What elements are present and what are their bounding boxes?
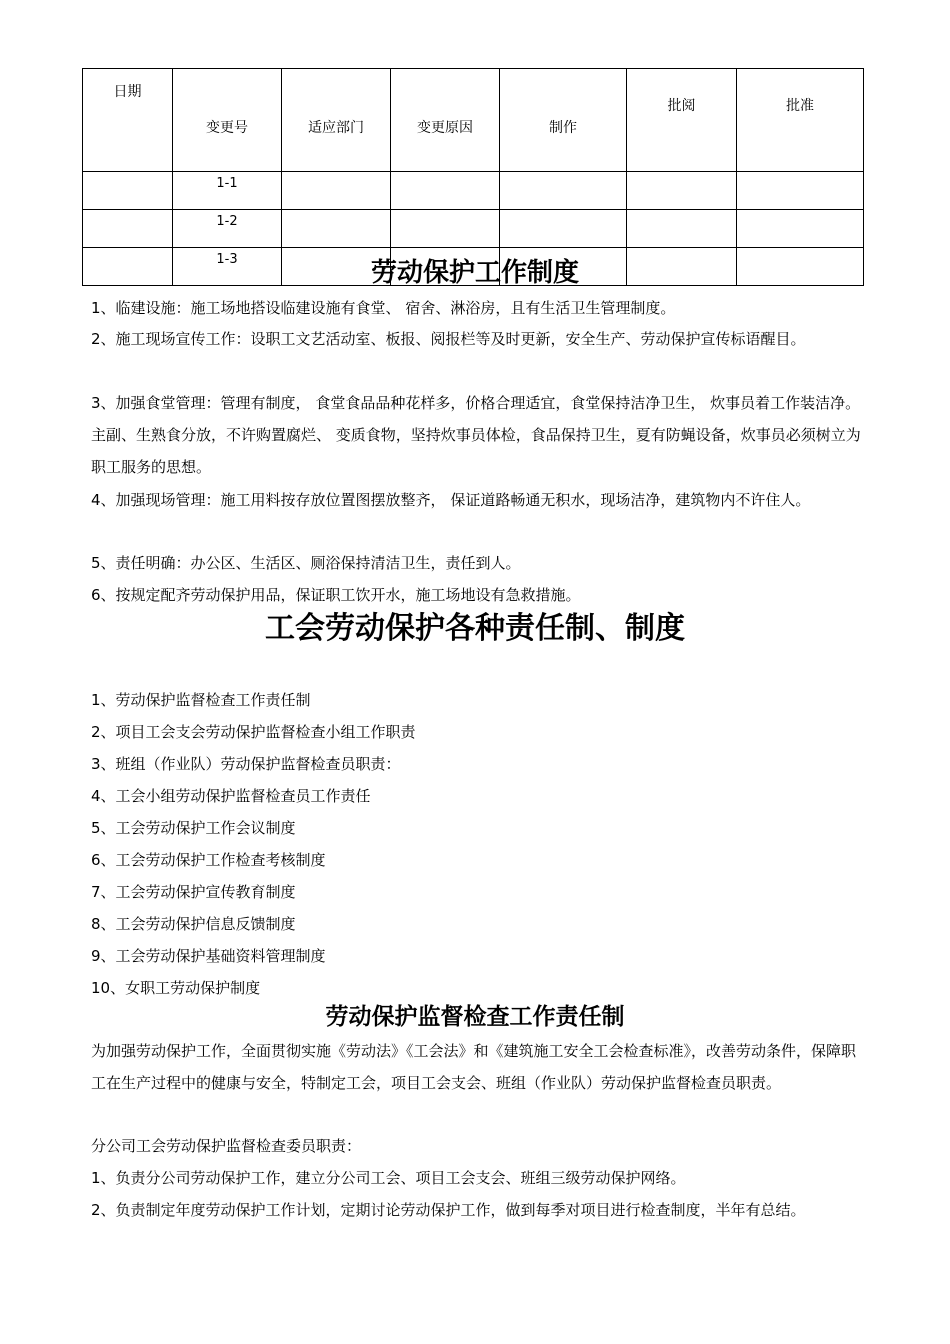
table-cell	[627, 210, 737, 248]
paragraph: 5、责任明确：办公区、生活区、厕浴保持清洁卫生，责任到人。	[91, 554, 521, 572]
paragraph: 1、负责分公司劳动保护工作，建立分公司工会、项目工会支会、班组三级劳动保护网络。	[91, 1169, 686, 1187]
header-maker: 制作	[500, 69, 627, 172]
table-cell	[627, 172, 737, 210]
table-cell	[391, 210, 500, 248]
header-review: 批阅	[627, 69, 737, 172]
section-title-labor-protection: 劳动保护工作制度	[370, 258, 579, 288]
paragraph: 为加强劳动保护工作，全面贯彻实施《劳动法》《工会法》和《建筑施工安全工会检查标准》，改善劳动条件，保障职工在生产过程中的健康与安全，特制定工会，项目工会支会、班组（作业队）劳动保护监督检查员职责。	[91, 1042, 857, 1092]
header-approve: 批准	[737, 69, 864, 172]
list-item: 10、女职工劳动保护制度	[91, 979, 261, 997]
paragraph: 分公司工会劳动保护监督检查委员职责：	[91, 1137, 362, 1155]
list-item: 1、劳动保护监督检查工作责任制	[91, 691, 311, 709]
list-item: 3、班组（作业队）劳动保护监督检查员职责：	[91, 755, 401, 773]
section-title-union-responsibilities: 工会劳动保护各种责任制、制度	[265, 611, 685, 646]
responsibility-list	[91, 684, 416, 1004]
paragraph: 3、加强食堂管理：管理有制度， 食堂食品品种花样多，价格合理适宜，食堂保持洁净卫生， 炊事员着工作装洁净。主副、生熟食分放，不许购置腐烂、 变质食物，坚持炊事员体检，食品保持卫生，夏有防蝇设备，炊事员必须树立为职工服务的思想。	[91, 394, 861, 476]
section-title-supervision: 劳动保护监督检查工作责任制	[325, 1004, 625, 1030]
header-department: 适应部门	[282, 69, 391, 172]
table-cell	[282, 172, 391, 210]
table-cell	[83, 172, 173, 210]
table-cell	[391, 172, 500, 210]
list-item: 4、工会小组劳动保护监督检查员工作责任	[91, 787, 371, 805]
table-cell: 1-2	[173, 210, 282, 248]
paragraph: 4、加强现场管理：施工用料按存放位置图摆放整齐， 保证道路畅通无积水，现场洁净，建筑物内不许住人。	[91, 491, 811, 509]
table-cell	[282, 210, 391, 248]
table-row	[83, 210, 864, 248]
list-item: 6、工会劳动保护工作检查考核制度	[91, 851, 326, 869]
table-cell: 1-1	[173, 172, 282, 210]
paragraph: 2、负责制定年度劳动保护工作计划，定期讨论劳动保护工作，做到每季对项目进行检查制度，半年有总结。	[91, 1201, 806, 1219]
list-item: 2、项目工会支会劳动保护监督检查小组工作职责	[91, 723, 416, 741]
table-cell	[500, 210, 627, 248]
paragraph: 1、临建设施：施工场地搭设临建设施有食堂、 宿舍、淋浴房，且有生活卫生管理制度。	[91, 299, 676, 317]
list-item: 9、工会劳动保护基础资料管理制度	[91, 947, 326, 965]
paragraph: 2、施工现场宣传工作：设职工文艺活动室、板报、阅报栏等及时更新，安全生产、劳动保护宣传标语醒目。	[91, 330, 806, 348]
paragraph: 6、按规定配齐劳动保护用品，保证职工饮开水，施工场地设有急救措施。	[91, 586, 581, 604]
table-cell	[737, 210, 864, 248]
list-item: 8、工会劳动保护信息反馈制度	[91, 915, 296, 933]
header-change-no: 变更号	[173, 69, 282, 172]
header-reason: 变更原因	[391, 69, 500, 172]
table-row	[83, 172, 864, 210]
table-header-row	[83, 69, 864, 172]
table-cell	[500, 172, 627, 210]
table-cell	[83, 210, 173, 248]
list-item: 5、工会劳动保护工作会议制度	[91, 819, 296, 837]
table-cell: 1-3	[173, 248, 282, 286]
list-item: 7、工会劳动保护宣传教育制度	[91, 883, 296, 901]
table-cell	[737, 172, 864, 210]
header-date: 日期	[83, 69, 173, 172]
